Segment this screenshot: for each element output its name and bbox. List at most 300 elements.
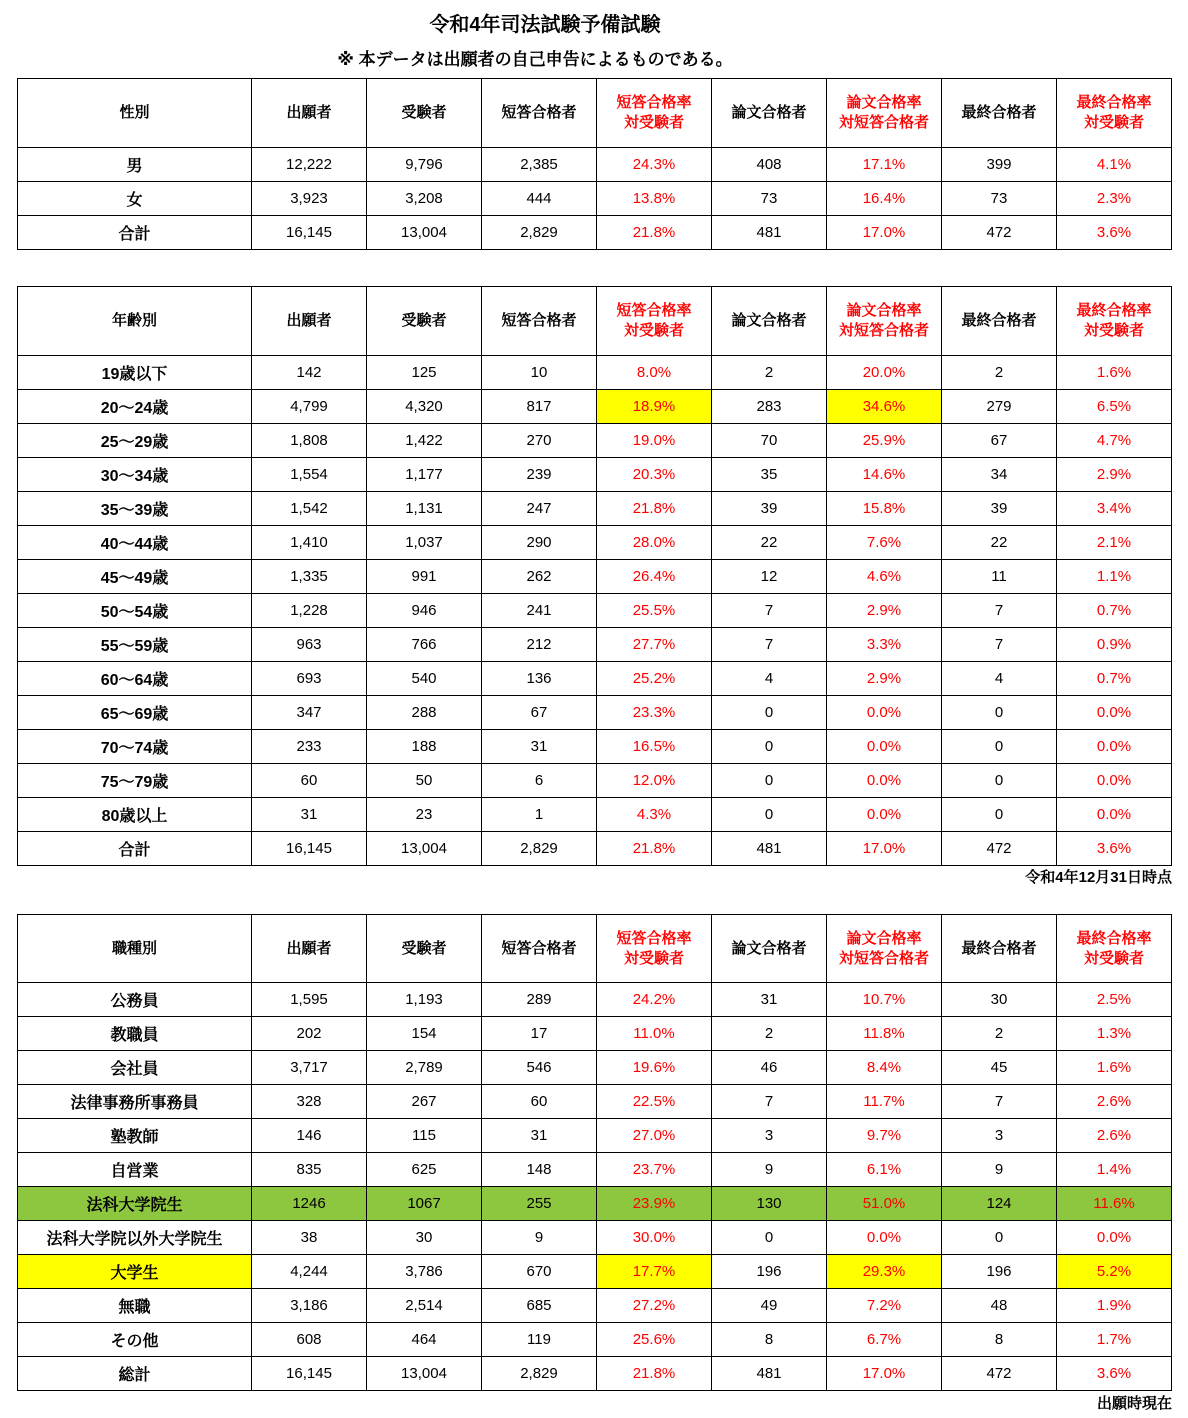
column-header: 受験者 [367,79,482,148]
count-cell: 9,796 [367,148,482,182]
count-cell: 2,829 [482,216,597,250]
rate-cell: 0.0% [827,1221,942,1255]
count-cell: 4,244 [252,1255,367,1289]
column-header: 論文合格率 対短答合格者 [827,79,942,148]
row-label: 法律事務所事務員 [18,1085,252,1119]
rate-cell: 16.4% [827,182,942,216]
rate-cell: 7.2% [827,1289,942,1323]
table-row [18,1221,1172,1255]
count-cell: 148 [482,1153,597,1187]
rate-cell: 2.6% [1057,1119,1172,1153]
count-cell: 7 [942,594,1057,628]
rate-cell: 0.9% [1057,628,1172,662]
rate-cell: 15.8% [827,492,942,526]
rate-cell: 21.8% [597,216,712,250]
column-header: 出願者 [252,79,367,148]
count-cell: 0 [942,764,1057,798]
rate-cell: 2.1% [1057,526,1172,560]
column-header: 論文合格者 [712,287,827,356]
count-cell: 0 [942,1221,1057,1255]
row-label: 塾教師 [18,1119,252,1153]
count-cell: 3,186 [252,1289,367,1323]
row-label: 60～64歳 [18,662,252,696]
column-header: 短答合格者 [482,79,597,148]
column-header: 短答合格者 [482,915,597,983]
rate-cell: 27.2% [597,1289,712,1323]
count-cell: 0 [942,696,1057,730]
count-cell: 212 [482,628,597,662]
row-label: 法科大学院以外大学院生 [18,1221,252,1255]
rate-cell: 17.0% [827,1357,942,1391]
row-label: 教職員 [18,1017,252,1051]
count-cell: 60 [252,764,367,798]
count-cell: 625 [367,1153,482,1187]
table-row [18,1085,1172,1119]
count-cell: 3,717 [252,1051,367,1085]
rate-cell: 2.5% [1057,983,1172,1017]
rate-cell: 11.0% [597,1017,712,1051]
occupation-date-note: 出願時現在 [1096,1395,1172,1412]
row-label: 70～74歳 [18,730,252,764]
rate-cell: 5.2% [1057,1255,1172,1289]
count-cell: 464 [367,1323,482,1357]
count-cell: 279 [942,390,1057,424]
count-cell: 290 [482,526,597,560]
rate-cell: 1.7% [1057,1323,1172,1357]
rate-cell: 3.4% [1057,492,1172,526]
rate-cell: 3.6% [1057,216,1172,250]
rate-cell: 0.0% [827,730,942,764]
table-row [18,1255,1172,1289]
rate-cell: 20.3% [597,458,712,492]
count-cell: 472 [942,832,1057,866]
count-cell: 115 [367,1119,482,1153]
count-cell: 34 [942,458,1057,492]
count-cell: 2,829 [482,832,597,866]
count-cell: 233 [252,730,367,764]
rate-cell: 0.0% [827,696,942,730]
row-label: 総計 [18,1357,252,1391]
count-cell: 685 [482,1289,597,1323]
rate-cell: 18.9% [597,390,712,424]
row-label: 合計 [18,216,252,250]
rate-cell: 11.6% [1057,1187,1172,1221]
count-cell: 2,385 [482,148,597,182]
page-subtitle: ※ 本データは出願者の自己申告によるものである。 [337,50,733,69]
row-label: 55～59歳 [18,628,252,662]
count-cell: 1246 [252,1187,367,1221]
rate-cell: 51.0% [827,1187,942,1221]
count-cell: 946 [367,594,482,628]
rate-cell: 19.0% [597,424,712,458]
row-label: 19歳以下 [18,356,252,390]
rate-cell: 2.9% [827,662,942,696]
table-row [18,390,1172,424]
table-row [18,662,1172,696]
rate-cell: 10.7% [827,983,942,1017]
count-cell: 31 [482,1119,597,1153]
column-header: 最終合格者 [942,79,1057,148]
column-header: 最終合格率 対受験者 [1057,79,1172,148]
rate-cell: 25.6% [597,1323,712,1357]
table-row [18,492,1172,526]
row-label: 45～49歳 [18,560,252,594]
row-label: 50～54歳 [18,594,252,628]
count-cell: 9 [482,1221,597,1255]
rate-cell: 4.1% [1057,148,1172,182]
count-cell: 30 [367,1221,482,1255]
rate-cell: 21.8% [597,1357,712,1391]
count-cell: 13,004 [367,216,482,250]
count-cell: 766 [367,628,482,662]
count-cell: 835 [252,1153,367,1187]
count-cell: 12,222 [252,148,367,182]
column-header: 短答合格率 対受験者 [597,79,712,148]
table-row [18,526,1172,560]
count-cell: 1,228 [252,594,367,628]
count-cell: 817 [482,390,597,424]
table-row [18,798,1172,832]
rate-cell: 2.9% [1057,458,1172,492]
count-cell: 188 [367,730,482,764]
gender-table [17,78,1172,250]
count-cell: 23 [367,798,482,832]
header-category-label: 年齢別 [18,287,252,356]
table-row [18,1017,1172,1051]
rate-cell: 1.1% [1057,560,1172,594]
count-cell: 472 [942,1357,1057,1391]
count-cell: 7 [942,628,1057,662]
count-cell: 267 [367,1085,482,1119]
table-row [18,1187,1172,1221]
rate-cell: 16.5% [597,730,712,764]
count-cell: 1,131 [367,492,482,526]
count-cell: 12 [712,560,827,594]
count-cell: 35 [712,458,827,492]
count-cell: 2,514 [367,1289,482,1323]
count-cell: 0 [712,730,827,764]
column-header: 論文合格率 対短答合格者 [827,915,942,983]
row-label: その他 [18,1323,252,1357]
rate-cell: 9.7% [827,1119,942,1153]
rate-cell: 17.7% [597,1255,712,1289]
rate-cell: 0.0% [1057,1221,1172,1255]
count-cell: 670 [482,1255,597,1289]
count-cell: 67 [942,424,1057,458]
row-label: 男 [18,148,252,182]
count-cell: 0 [712,696,827,730]
rate-cell: 0.0% [827,798,942,832]
count-cell: 481 [712,216,827,250]
rate-cell: 1.3% [1057,1017,1172,1051]
count-cell: 16,145 [252,832,367,866]
rate-cell: 27.7% [597,628,712,662]
rate-cell: 1.6% [1057,1051,1172,1085]
rate-cell: 4.3% [597,798,712,832]
count-cell: 481 [712,832,827,866]
rate-cell: 21.8% [597,832,712,866]
column-header: 最終合格者 [942,287,1057,356]
count-cell: 241 [482,594,597,628]
count-cell: 60 [482,1085,597,1119]
row-label: 80歳以上 [18,798,252,832]
row-label: 25～29歳 [18,424,252,458]
table-row [18,1119,1172,1153]
rate-cell: 34.6% [827,390,942,424]
table-row [18,560,1172,594]
count-cell: 196 [712,1255,827,1289]
count-cell: 283 [712,390,827,424]
age-date-note: 令和4年12月31日時点 [1025,869,1172,886]
column-header: 最終合格率 対受験者 [1057,287,1172,356]
count-cell: 444 [482,182,597,216]
count-cell: 45 [942,1051,1057,1085]
count-cell: 1,037 [367,526,482,560]
count-cell: 693 [252,662,367,696]
count-cell: 1 [482,798,597,832]
count-cell: 7 [712,594,827,628]
rate-cell: 14.6% [827,458,942,492]
rate-cell: 17.0% [827,216,942,250]
count-cell: 9 [712,1153,827,1187]
age-header-row [18,287,1172,356]
count-cell: 67 [482,696,597,730]
count-cell: 0 [712,764,827,798]
count-cell: 39 [712,492,827,526]
column-header: 最終合格率 対受験者 [1057,915,1172,983]
table-row [18,730,1172,764]
row-label: 会社員 [18,1051,252,1085]
count-cell: 124 [942,1187,1057,1221]
table-row [18,1357,1172,1391]
count-cell: 4 [942,662,1057,696]
table-row [18,458,1172,492]
count-cell: 1067 [367,1187,482,1221]
count-cell: 46 [712,1051,827,1085]
column-header: 短答合格率 対受験者 [597,915,712,983]
count-cell: 8 [942,1323,1057,1357]
count-cell: 13,004 [367,832,482,866]
table-row [18,356,1172,390]
count-cell: 408 [712,148,827,182]
rate-cell: 24.2% [597,983,712,1017]
column-header: 短答合格率 対受験者 [597,287,712,356]
row-label: 公務員 [18,983,252,1017]
row-label: 65～69歳 [18,696,252,730]
occupation-header-row [18,915,1172,983]
rate-cell: 30.0% [597,1221,712,1255]
count-cell: 49 [712,1289,827,1323]
count-cell: 2 [942,1017,1057,1051]
count-cell: 472 [942,216,1057,250]
rate-cell: 12.0% [597,764,712,798]
rate-cell: 0.0% [1057,730,1172,764]
column-header: 受験者 [367,287,482,356]
count-cell: 39 [942,492,1057,526]
count-cell: 540 [367,662,482,696]
count-cell: 481 [712,1357,827,1391]
count-cell: 125 [367,356,482,390]
row-label: 75～79歳 [18,764,252,798]
rate-cell: 26.4% [597,560,712,594]
rate-cell: 2.6% [1057,1085,1172,1119]
rate-cell: 28.0% [597,526,712,560]
column-header: 受験者 [367,915,482,983]
rate-cell: 25.2% [597,662,712,696]
count-cell: 1,808 [252,424,367,458]
rate-cell: 11.7% [827,1085,942,1119]
count-cell: 30 [942,983,1057,1017]
rate-cell: 1.6% [1057,356,1172,390]
table-row [18,216,1172,250]
row-label: 35～39歳 [18,492,252,526]
count-cell: 146 [252,1119,367,1153]
table-row [18,764,1172,798]
rate-cell: 8.0% [597,356,712,390]
rate-cell: 2.9% [827,594,942,628]
rate-cell: 3.3% [827,628,942,662]
rate-cell: 27.0% [597,1119,712,1153]
count-cell: 154 [367,1017,482,1051]
count-cell: 3 [712,1119,827,1153]
count-cell: 0 [942,798,1057,832]
row-label: 40～44歳 [18,526,252,560]
rate-cell: 0.0% [1057,798,1172,832]
count-cell: 347 [252,696,367,730]
rate-cell: 0.7% [1057,594,1172,628]
count-cell: 4 [712,662,827,696]
count-cell: 239 [482,458,597,492]
rate-cell: 17.0% [827,832,942,866]
rate-cell: 29.3% [827,1255,942,1289]
rate-cell: 1.4% [1057,1153,1172,1187]
count-cell: 17 [482,1017,597,1051]
column-header: 論文合格者 [712,79,827,148]
count-cell: 991 [367,560,482,594]
rate-cell: 1.9% [1057,1289,1172,1323]
count-cell: 262 [482,560,597,594]
table-row [18,594,1172,628]
rate-cell: 11.8% [827,1017,942,1051]
count-cell: 16,145 [252,1357,367,1391]
count-cell: 3,923 [252,182,367,216]
count-cell: 11 [942,560,1057,594]
count-cell: 70 [712,424,827,458]
count-cell: 3,208 [367,182,482,216]
table-row [18,1289,1172,1323]
count-cell: 0 [942,730,1057,764]
count-cell: 7 [712,628,827,662]
table-row [18,182,1172,216]
rate-cell: 23.9% [597,1187,712,1221]
rate-cell: 4.7% [1057,424,1172,458]
count-cell: 0 [712,798,827,832]
row-label: 30～34歳 [18,458,252,492]
count-cell: 546 [482,1051,597,1085]
count-cell: 1,554 [252,458,367,492]
count-cell: 3 [942,1119,1057,1153]
rate-cell: 6.7% [827,1323,942,1357]
rate-cell: 17.1% [827,148,942,182]
count-cell: 3,786 [367,1255,482,1289]
row-label: 合計 [18,832,252,866]
rate-cell: 24.3% [597,148,712,182]
rate-cell: 0.7% [1057,662,1172,696]
count-cell: 16,145 [252,216,367,250]
rate-cell: 21.8% [597,492,712,526]
rate-cell: 7.6% [827,526,942,560]
rate-cell: 2.3% [1057,182,1172,216]
count-cell: 31 [482,730,597,764]
count-cell: 4,320 [367,390,482,424]
count-cell: 7 [942,1085,1057,1119]
count-cell: 8 [712,1323,827,1357]
count-cell: 130 [712,1187,827,1221]
count-cell: 202 [252,1017,367,1051]
row-label: 大学生 [18,1255,252,1289]
rate-cell: 20.0% [827,356,942,390]
count-cell: 1,542 [252,492,367,526]
rate-cell: 0.0% [1057,696,1172,730]
count-cell: 328 [252,1085,367,1119]
row-label: 20～24歳 [18,390,252,424]
row-label: 法科大学院生 [18,1187,252,1221]
rate-cell: 3.6% [1057,832,1172,866]
count-cell: 196 [942,1255,1057,1289]
header-category-label: 職種別 [18,915,252,983]
count-cell: 2,829 [482,1357,597,1391]
count-cell: 1,177 [367,458,482,492]
count-cell: 399 [942,148,1057,182]
count-cell: 22 [712,526,827,560]
count-cell: 1,335 [252,560,367,594]
table-row [18,424,1172,458]
count-cell: 9 [942,1153,1057,1187]
count-cell: 48 [942,1289,1057,1323]
count-cell: 73 [942,182,1057,216]
row-label: 自営業 [18,1153,252,1187]
rate-cell: 13.8% [597,182,712,216]
count-cell: 247 [482,492,597,526]
column-header: 論文合格率 対短答合格者 [827,287,942,356]
rate-cell: 25.9% [827,424,942,458]
count-cell: 608 [252,1323,367,1357]
table-row [18,1153,1172,1187]
count-cell: 289 [482,983,597,1017]
table-row [18,1323,1172,1357]
rate-cell: 6.1% [827,1153,942,1187]
rate-cell: 23.7% [597,1153,712,1187]
rate-cell: 3.6% [1057,1357,1172,1391]
count-cell: 50 [367,764,482,798]
count-cell: 255 [482,1187,597,1221]
count-cell: 22 [942,526,1057,560]
column-header: 短答合格者 [482,287,597,356]
table-row [18,628,1172,662]
count-cell: 0 [712,1221,827,1255]
row-label: 無職 [18,1289,252,1323]
count-cell: 136 [482,662,597,696]
count-cell: 2,789 [367,1051,482,1085]
count-cell: 270 [482,424,597,458]
count-cell: 13,004 [367,1357,482,1391]
count-cell: 7 [712,1085,827,1119]
column-header: 最終合格者 [942,915,1057,983]
column-header: 出願者 [252,287,367,356]
count-cell: 1,595 [252,983,367,1017]
rate-cell: 6.5% [1057,390,1172,424]
count-cell: 31 [252,798,367,832]
